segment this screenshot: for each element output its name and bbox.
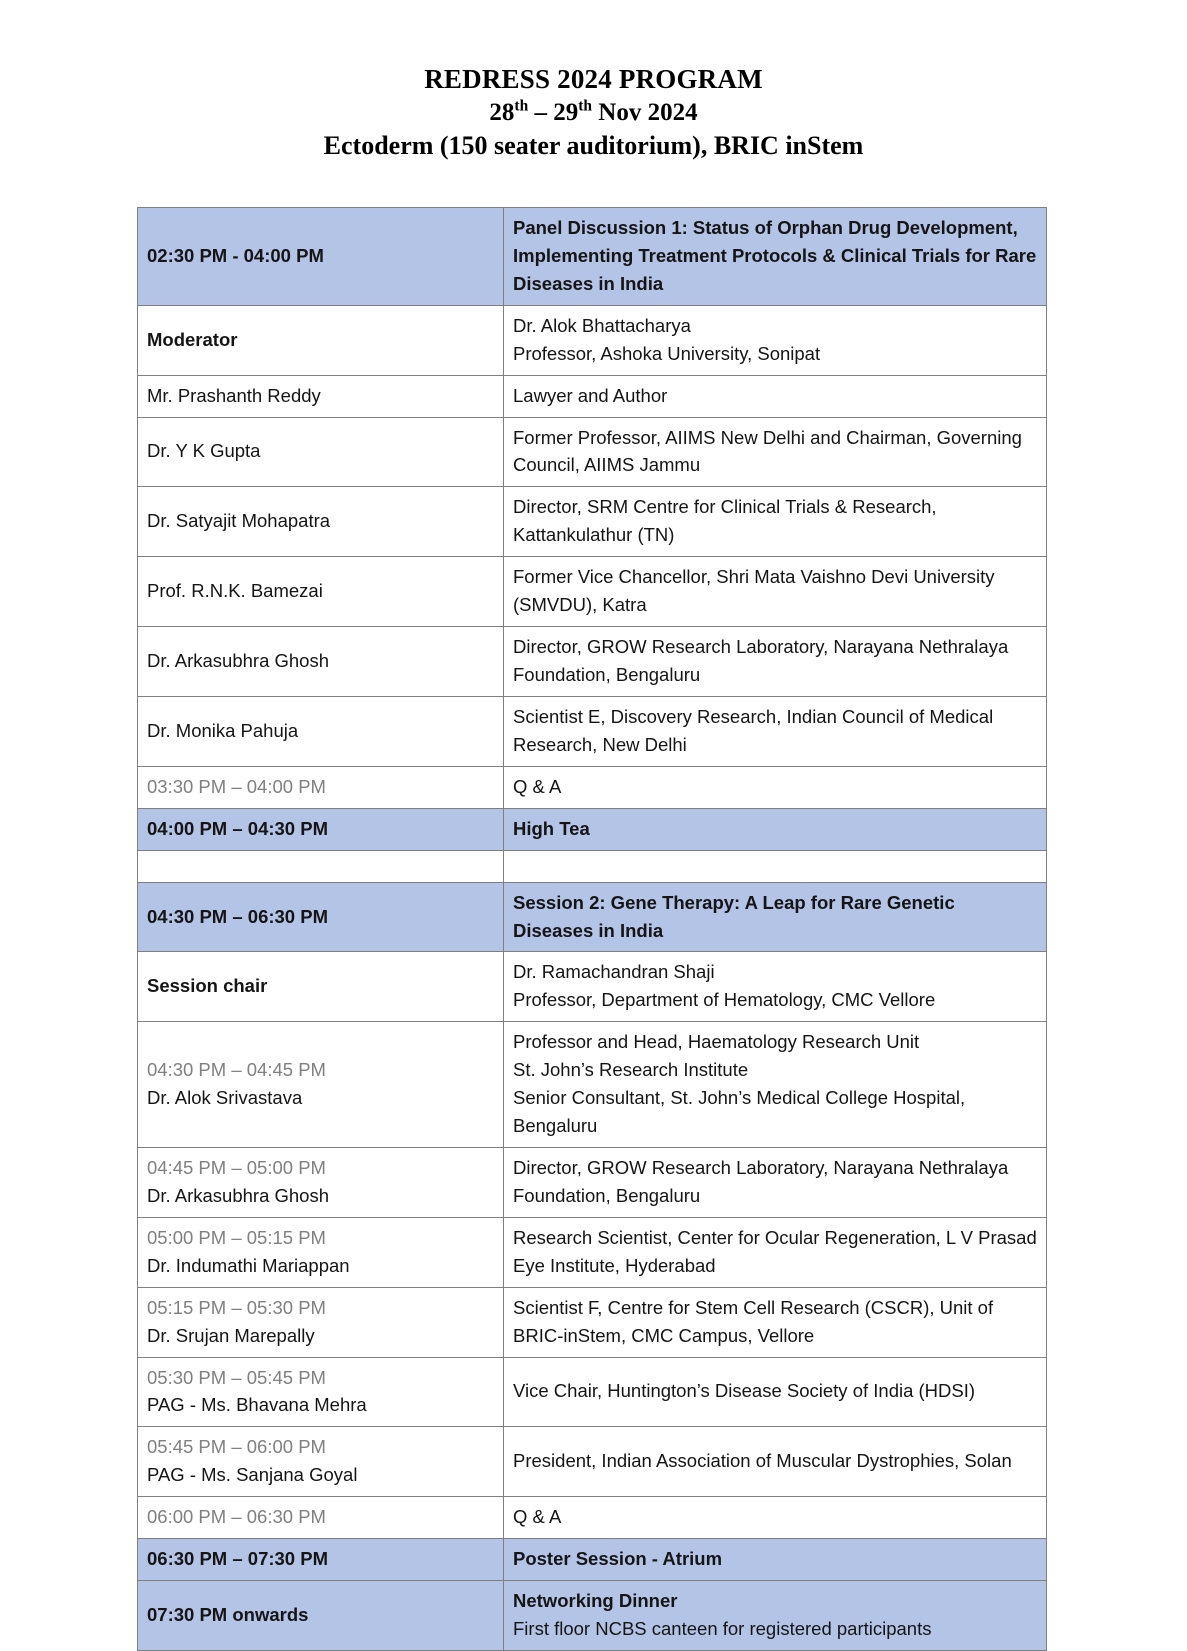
moderator-details [504, 305, 1047, 375]
networking-dinner-time: 07:30 PM onwards [138, 1581, 504, 1651]
table-row [138, 1581, 1047, 1651]
speaker-slot-indumathi-mariappan [138, 1217, 504, 1287]
panelist-affiliation-satyajit-mohapatra: Director, SRM Centre for Clinical Trials & Research, Kattankulathur (TN) [504, 487, 1047, 557]
table-row [138, 375, 1047, 417]
panelist-name-arkasubhra-ghosh: Dr. Arkasubhra Ghosh [138, 627, 504, 697]
table-row [138, 808, 1047, 850]
session-chair-affiliation: Professor, Department of Hematology, CMC Vellore [513, 989, 936, 1011]
table-row [138, 1427, 1047, 1497]
high-tea-label: High Tea [504, 808, 1047, 850]
panelist-name-y-k-gupta: Dr. Y K Gupta [138, 417, 504, 487]
panel-discussion-time: 02:30 PM - 04:00 PM [138, 208, 504, 306]
speaker-name-arkasubhra-ghosh: Dr. Arkasubhra Ghosh [147, 1184, 330, 1206]
table-row [138, 1022, 1047, 1148]
event-venue: Ectoderm (150 seater auditorium), BRIC inStem [323, 130, 864, 160]
document-title-block [0, 0, 1187, 162]
date-start-ordinal: th [514, 97, 529, 115]
speaker-time-indumathi-mariappan: 05:00 PM – 05:15 PM [147, 1226, 326, 1248]
table-row [138, 1217, 1047, 1287]
event-dates [0, 97, 1187, 129]
networking-dinner-title: Networking Dinner [513, 1590, 678, 1612]
program-schedule-table [137, 207, 1047, 1651]
session-chair-label: Session chair [138, 952, 504, 1022]
speaker-affiliation-alok-srivastava [504, 1022, 1047, 1148]
speaker-name-sanjana-goyal: PAG - Ms. Sanjana Goyal [147, 1464, 358, 1486]
panelist-name-rnk-bamezai: Prof. R.N.K. Bamezai [138, 557, 504, 627]
speaker-slot-srujan-marepally [138, 1287, 504, 1357]
table-row [138, 696, 1047, 766]
session-chair-name: Dr. Ramachandran Shaji [513, 961, 715, 983]
panelist-affiliation-rnk-bamezai: Former Vice Chancellor, Shri Mata Vaishno Devi University (SMVDU), Katra [504, 557, 1047, 627]
table-row [138, 1539, 1047, 1581]
date-end-ordinal: th [578, 97, 593, 115]
session-2-title: Session 2: Gene Therapy: A Leap for Rare Genetic Diseases in India [504, 882, 1047, 952]
affiliation-line-3: Senior Consultant, St. John’s Medical College Hospital, Bengaluru [513, 1087, 966, 1137]
panelist-name-monika-pahuja: Dr. Monika Pahuja [138, 696, 504, 766]
speaker-affiliation-srujan-marepally: Scientist F, Centre for Stem Cell Research (CSCR), Unit of BRIC-inStem, CMC Campus, Vellore [504, 1287, 1047, 1357]
speaker-affiliation-indumathi-mariappan: Research Scientist, Center for Ocular Regeneration, L V Prasad Eye Institute, Hyderabad [504, 1217, 1047, 1287]
panelist-affiliation-monika-pahuja: Scientist E, Discovery Research, Indian Council of Medical Research, New Delhi [504, 696, 1047, 766]
qa-2-time: 06:00 PM – 06:30 PM [138, 1497, 504, 1539]
qa-1-label: Q & A [504, 766, 1047, 808]
qa-1-time: 03:30 PM – 04:00 PM [138, 766, 504, 808]
speaker-time-alok-srivastava: 04:30 PM – 04:45 PM [147, 1059, 326, 1081]
table-row [138, 1357, 1047, 1427]
table-row [138, 882, 1047, 952]
high-tea-time: 04:00 PM – 04:30 PM [138, 808, 504, 850]
spacer-cell-right [504, 850, 1047, 882]
speaker-time-arkasubhra-ghosh: 04:45 PM – 05:00 PM [147, 1156, 326, 1178]
speaker-time-bhavana-mehra: 05:30 PM – 05:45 PM [147, 1366, 326, 1388]
session-2-time: 04:30 PM – 06:30 PM [138, 882, 504, 952]
speaker-time-srujan-marepally: 05:15 PM – 05:30 PM [147, 1296, 326, 1318]
table-row [138, 766, 1047, 808]
speaker-name-alok-srivastava: Dr. Alok Srivastava [147, 1087, 303, 1109]
speaker-name-indumathi-mariappan: Dr. Indumathi Mariappan [147, 1254, 350, 1276]
session-chair-details [504, 952, 1047, 1022]
date-month-year: Nov 2024 [592, 98, 698, 126]
table-row-spacer [138, 850, 1047, 882]
moderator-label: Moderator [138, 305, 504, 375]
networking-dinner-location: First floor NCBS canteen for registered participants [513, 1617, 932, 1639]
speaker-name-bhavana-mehra: PAG - Ms. Bhavana Mehra [147, 1394, 367, 1416]
poster-session-time: 06:30 PM – 07:30 PM [138, 1539, 504, 1581]
program-schedule-body [138, 208, 1047, 1651]
table-row [138, 952, 1047, 1022]
table-row [138, 557, 1047, 627]
speaker-affiliation-sanjana-goyal: President, Indian Association of Muscular Dystrophies, Solan [504, 1427, 1047, 1497]
table-row [138, 1147, 1047, 1217]
table-row [138, 1497, 1047, 1539]
qa-2-label: Q & A [504, 1497, 1047, 1539]
date-start: 28 [489, 98, 515, 126]
affiliation-line-2: St. John’s Research Institute [513, 1059, 749, 1081]
speaker-slot-arkasubhra-ghosh [138, 1147, 504, 1217]
speaker-slot-bhavana-mehra [138, 1357, 504, 1427]
program-schedule-table-wrapper [137, 207, 1046, 1651]
panelist-affiliation-prashanth-reddy: Lawyer and Author [504, 375, 1047, 417]
speaker-time-sanjana-goyal: 05:45 PM – 06:00 PM [147, 1436, 326, 1458]
table-row [138, 208, 1047, 306]
affiliation-line-1: Professor and Head, Haematology Research Unit [513, 1031, 920, 1053]
spacer-cell-left [138, 850, 504, 882]
table-row [138, 1287, 1047, 1357]
speaker-name-srujan-marepally: Dr. Srujan Marepally [147, 1324, 315, 1346]
networking-dinner-details [504, 1581, 1047, 1651]
table-row [138, 417, 1047, 487]
page-title: REDRESS 2024 PROGRAM [424, 64, 763, 94]
poster-session-label: Poster Session - Atrium [504, 1539, 1047, 1581]
speaker-affiliation-bhavana-mehra: Vice Chair, Huntington’s Disease Society of India (HDSI) [504, 1357, 1047, 1427]
panelist-name-satyajit-mohapatra: Dr. Satyajit Mohapatra [138, 487, 504, 557]
table-row [138, 487, 1047, 557]
panel-discussion-title: Panel Discussion 1: Status of Orphan Drug Development, Implementing Treatment Protocols & Clinical Trials for Rare Diseases in India [504, 208, 1047, 306]
panelist-name-prashanth-reddy: Mr. Prashanth Reddy [138, 375, 504, 417]
moderator-name: Dr. Alok Bhattacharya [513, 314, 691, 336]
date-separator: – 29 [528, 98, 579, 126]
panelist-affiliation-y-k-gupta: Former Professor, AIIMS New Delhi and Chairman, Governing Council, AIIMS Jammu [504, 417, 1047, 487]
table-row [138, 627, 1047, 697]
speaker-slot-alok-srivastava [138, 1022, 504, 1148]
moderator-affiliation: Professor, Ashoka University, Sonipat [513, 342, 821, 364]
panelist-affiliation-arkasubhra-ghosh: Director, GROW Research Laboratory, Narayana Nethralaya Foundation, Bengaluru [504, 627, 1047, 697]
table-row [138, 305, 1047, 375]
speaker-slot-sanjana-goyal [138, 1427, 504, 1497]
speaker-affiliation-arkasubhra-ghosh: Director, GROW Research Laboratory, Narayana Nethralaya Foundation, Bengaluru [504, 1147, 1047, 1217]
